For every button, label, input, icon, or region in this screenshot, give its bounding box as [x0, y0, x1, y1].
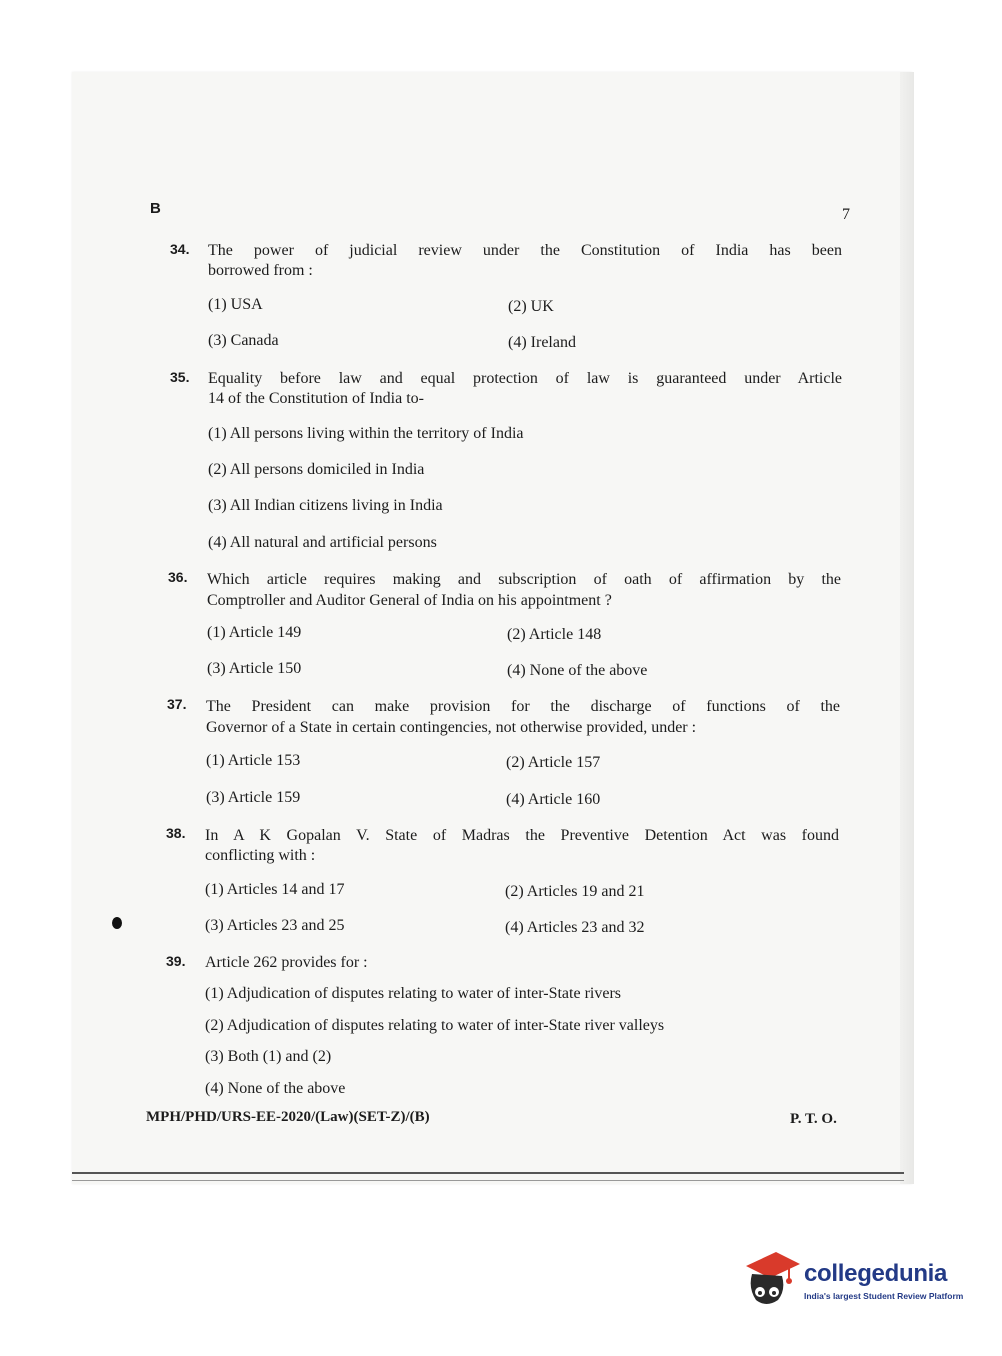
paper-code: MPH/PHD/URS-EE-2020/(Law)(SET-Z)/(B)	[146, 1109, 430, 1125]
question-text-cont: conflicting with :	[205, 847, 316, 864]
option: (3) Both (1) and (2)	[205, 1048, 332, 1065]
question-number: 39.	[166, 953, 186, 969]
question-number: 36.	[168, 569, 188, 585]
option: (2) Adjudication of disputes relating to water of inter-State river valleys	[205, 1017, 665, 1034]
question-text: The President can make provision for the discharge of functions of the	[206, 698, 840, 715]
question-number: 38.	[166, 825, 186, 841]
collegedunia-logo	[742, 1248, 972, 1310]
logo-tagline: India's largest Student Review Platform	[804, 1291, 964, 1301]
question-number: 35.	[170, 369, 190, 385]
question-text: Which article requires making and subscription of oath of affirmation by the	[207, 571, 841, 588]
page-edge-shadow	[900, 72, 914, 1184]
option: (4) None of the above	[507, 662, 648, 679]
page-bottom-rule-thin	[72, 1180, 904, 1181]
option: (1) Adjudication of disputes relating to water of inter-State rivers	[205, 985, 622, 1002]
logo-wordmark: collegedunia	[804, 1260, 948, 1287]
stray-ink-mark	[112, 917, 122, 929]
option: (2) Article 157	[506, 754, 601, 771]
option: (1) Article 149	[207, 624, 302, 641]
mascot-icon	[742, 1248, 800, 1310]
question-text: In A K Gopalan V. State of Madras the Preventive Detention Act was found	[205, 827, 839, 844]
option: (3) All Indian citizens living in India	[208, 497, 443, 514]
question-text: Article 262 provides for :	[205, 954, 368, 971]
option: (4) Article 160	[506, 791, 601, 808]
option: (4) Ireland	[508, 334, 576, 351]
option: (4) None of the above	[205, 1080, 346, 1097]
option: (1) Articles 14 and 17	[205, 881, 345, 898]
question-text-cont: borrowed from :	[208, 262, 313, 279]
option: (1) All persons living within the territory of India	[208, 425, 524, 442]
option: (2) Article 148	[507, 626, 602, 643]
page-bottom-rule	[72, 1172, 904, 1174]
question-number: 37.	[167, 696, 187, 712]
question-text: The power of judicial review under the Constitution of India has been	[208, 242, 842, 259]
option: (2) All persons domiciled in India	[208, 461, 425, 478]
option: (4) Articles 23 and 32	[505, 919, 645, 936]
option: (1) Article 153	[206, 752, 301, 769]
option: (4) All natural and artificial persons	[208, 534, 437, 551]
question-number: 34.	[170, 241, 190, 257]
question-text-cont: Governor of a State in certain contingencies, not otherwise provided, under :	[206, 719, 697, 736]
option: (2) UK	[508, 298, 554, 315]
question-text: Equality before law and equal protection of law is guaranteed under Article	[208, 370, 842, 387]
option: (3) Article 159	[206, 789, 301, 806]
set-letter: B	[150, 200, 161, 217]
option: (1) USA	[208, 296, 263, 313]
option: (2) Articles 19 and 21	[505, 883, 645, 900]
question-text-cont: 14 of the Constitution of India to-	[208, 390, 424, 407]
option: (3) Canada	[208, 332, 279, 349]
question-text-cont: Comptroller and Auditor General of India on his appointment ?	[207, 592, 612, 609]
option: (3) Article 150	[207, 660, 302, 677]
page-number: 7	[842, 206, 850, 223]
page-turn-note: P. T. O.	[790, 1111, 837, 1127]
option: (3) Articles 23 and 25	[205, 917, 345, 934]
